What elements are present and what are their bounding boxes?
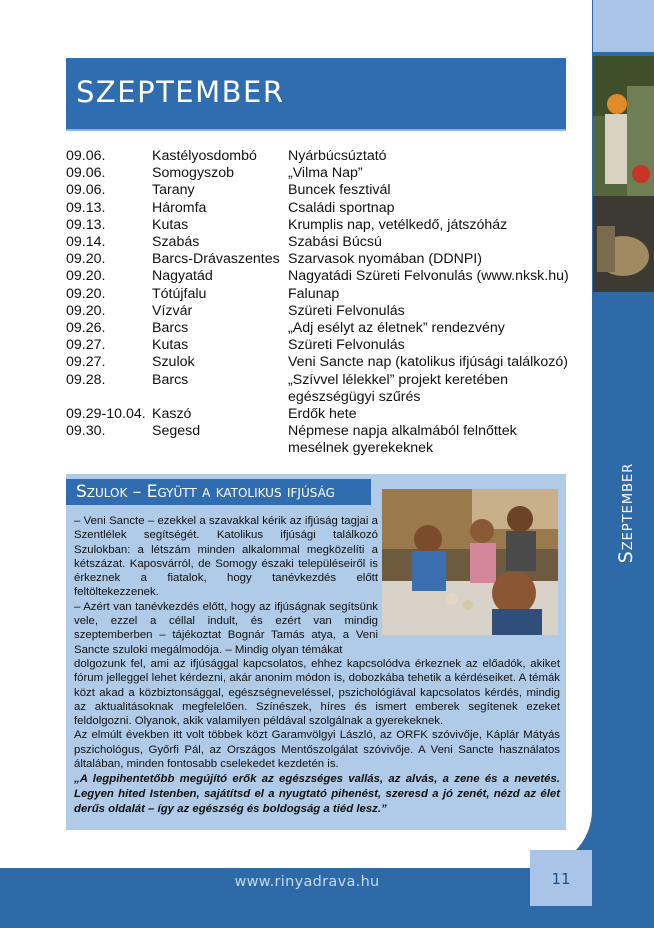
- event-title: Szüreti Felvonulás: [288, 337, 405, 354]
- event-place: Háromfa: [152, 199, 207, 216]
- event-place: Kaszó: [152, 406, 192, 423]
- event-place: Somogyszob: [152, 165, 235, 182]
- month-banner: [66, 58, 566, 131]
- event-title: „Vilma Nap”: [288, 165, 363, 182]
- article-paragraph: – Azért van tanévkezdés előtt, hogy az ifjúságnak segítsünk vele, ezzel a céllal indult, és ezért van mindig szeptemberben – tájékoztat Bognár Tamás atya, a Veni Sancte szuloki megálmodója. – Mindig olyan témákat: [74, 600, 378, 656]
- event-title: Krumplis nap, vetélkedő, játszóház: [288, 216, 508, 233]
- event-title: Szarvasok nyomában (DDNPI): [288, 251, 482, 268]
- event-place: Kutas: [152, 337, 189, 354]
- event-date: 09.27.: [66, 337, 106, 354]
- event-row: [66, 372, 586, 406]
- event-row: [66, 320, 586, 337]
- article-box: [66, 474, 566, 830]
- article-quote: „A legpihentetőbb megújító erők az egészséges vallás, az alvás, a zene és a nevetés. Legyen hited Istenben, sajátítsd el a nyugtató pihenést, szeresd a jó zenét, nézd az élet derűs oldalát – így az egészség és boldogság a tiéd lesz.”: [74, 773, 560, 815]
- page-number: 11: [551, 870, 571, 888]
- event-place: Szabás: [152, 234, 200, 251]
- event-place: Barcs: [152, 320, 189, 337]
- month-title: SZEPTEMBER: [76, 75, 285, 109]
- event-date: 09.20.: [66, 268, 106, 285]
- event-date: 09.06.: [66, 182, 106, 199]
- website-url[interactable]: www.rinyadrava.hu: [234, 874, 380, 890]
- event-title: Szüreti Felvonulás: [288, 302, 405, 319]
- event-row: [66, 423, 586, 457]
- event-date: 09.06.: [66, 148, 106, 164]
- event-date: 09.20.: [66, 251, 106, 268]
- event-row: [66, 268, 586, 285]
- event-place: Szulok: [152, 354, 195, 371]
- event-row: [66, 182, 586, 199]
- event-row: [66, 234, 586, 251]
- side-photo: [593, 56, 654, 292]
- event-title: „Szívvel lélekkel” projekt keretében egészségügyi szűrés: [288, 371, 509, 405]
- side-photo-image: [593, 56, 654, 292]
- event-date: 09.06.: [66, 165, 106, 182]
- event-title: Családi sportnap: [288, 199, 395, 216]
- corner-block: [593, 0, 654, 52]
- event-place: Tótújfalu: [152, 285, 207, 302]
- event-row: [66, 217, 586, 234]
- event-place: Kastélyosdombó: [152, 148, 257, 164]
- event-place: Kutas: [152, 216, 189, 233]
- side-month-text: Szeptember: [615, 462, 637, 564]
- article-paragraph: dolgozunk fel, ami az ifjúsággal kapcsolatos, ehhez kapcsolódva érkeznek az előadók, akiket fórum jelleggel lehet kérdezni, akár anonim módon is, dobozkába tehetik a kérdéseiket. A témák közt akad a közbiztonsággal, egészségneveléssel, pszichológiával kapcsolatos kérdés, mindig az aktualitásoknak megfelelően. Színészek, híres és ismert emberek segítenek ezeket feldolgozni. Olyanok, akik valamilyen példával szolgálnak a gyerekeknek.: [74, 657, 560, 728]
- event-row: [66, 286, 586, 303]
- event-title: Népmese napja alkalmából felnőttek mesélnek gyerekeknek: [288, 423, 517, 457]
- event-row: [66, 406, 586, 423]
- event-title: Falunap: [288, 285, 340, 302]
- event-date: 09.26.: [66, 320, 106, 337]
- page-number-box: [530, 850, 592, 906]
- event-title: Szabási Búcsú: [288, 234, 382, 251]
- event-date: 09.30.: [66, 423, 106, 440]
- event-date: 09.29-10.04.: [66, 406, 146, 423]
- event-row: [66, 303, 586, 320]
- event-title: Erdők hete: [288, 406, 357, 423]
- event-title: Buncek fesztivál: [288, 182, 391, 199]
- event-place: Vízvár: [152, 302, 193, 319]
- event-row: [66, 251, 586, 268]
- event-date: 09.20.: [66, 302, 106, 319]
- article-paragraph: Az elmúlt években itt volt többek közt Garamvölgyi László, az ORFK szóvivője, Káplár Mátyás pszichológus, Győrfi Pál, az Országos Mentőszolgálat szóvivője. A Veni Sancte használatos általában, minden fontosabb cselekedet kezdetén is.: [74, 729, 560, 771]
- event-row: [66, 337, 586, 354]
- event-date: 09.28.: [66, 371, 106, 388]
- event-title: Nyárbúcsúztató: [288, 148, 387, 164]
- event-place: Barcs-Drávaszentes: [152, 251, 280, 268]
- event-place: Nagyatád: [152, 268, 213, 285]
- article-paragraph: – Veni Sancte – ezekkel a szavakkal kérik az ifjúság tagjai a Szentlélek segítségét. Katolikus ifjúsági találkozó Szulokban: a létszám minden alkalommal megközelíti a kétszázat. Kaposvárról, de Somogy északi településeiről is érkeznek a fiatalok, hogy tanévkezdés előtt feltöltekezzenek.: [74, 515, 378, 599]
- article-body: [74, 514, 560, 771]
- event-title: „Adj esélyt az életnek” rendezvény: [288, 320, 505, 337]
- event-list: [66, 148, 586, 458]
- event-row: [66, 148, 586, 165]
- event-row: [66, 165, 586, 182]
- event-date: 09.20.: [66, 285, 106, 302]
- side-month-label: [606, 428, 646, 598]
- event-place: Tarany: [152, 182, 195, 199]
- event-date: 09.14.: [66, 234, 106, 251]
- article-title: Szulok – Együtt a katolikus ifjúság: [76, 482, 335, 502]
- event-place: Segesd: [152, 423, 201, 440]
- event-place: Barcs: [152, 371, 189, 388]
- article-title-bar: [66, 479, 371, 505]
- event-title: Veni Sancte nap (katolikus ifjúsági találkozó): [288, 354, 568, 371]
- event-title: Nagyatádi Szüreti Felvonulás (www.nksk.hu): [288, 268, 569, 285]
- event-date: 09.13.: [66, 216, 106, 233]
- event-date: 09.13.: [66, 199, 106, 216]
- event-date: 09.27.: [66, 354, 106, 371]
- event-row: [66, 354, 586, 371]
- event-row: [66, 200, 586, 217]
